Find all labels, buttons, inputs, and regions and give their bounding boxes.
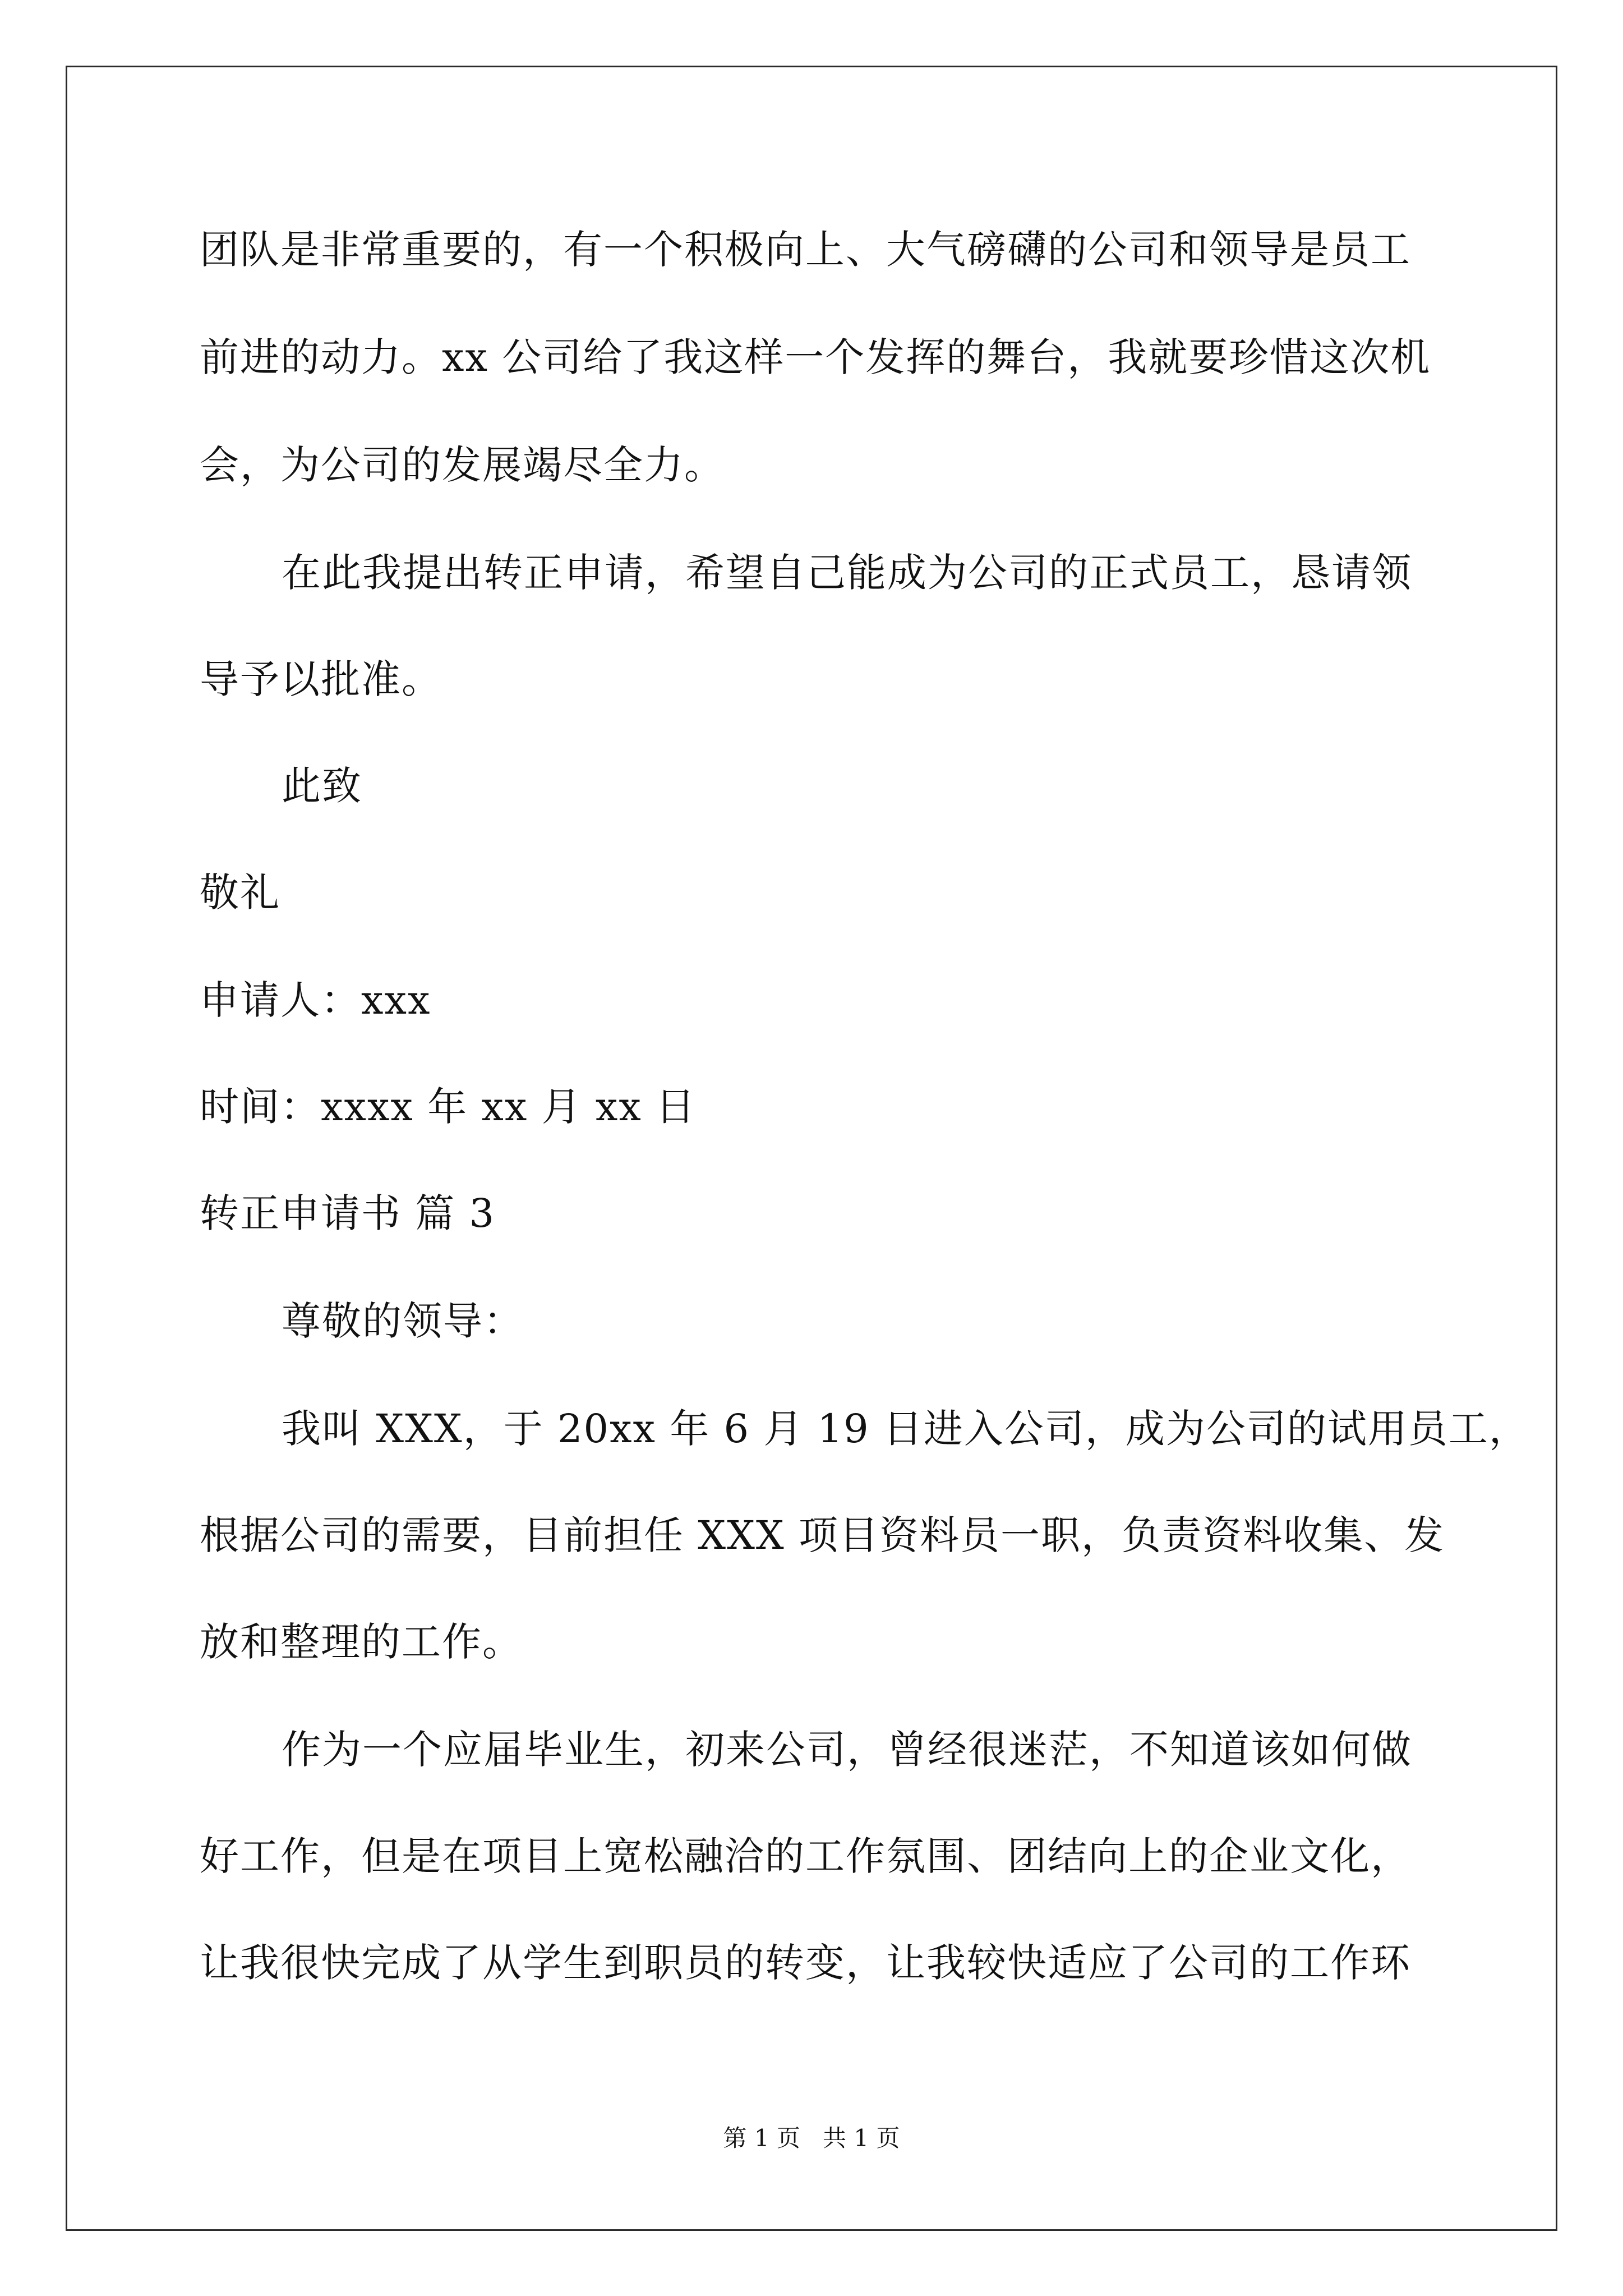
body-text-line: 在此我提出转正申请，希望自己能成为公司的正式员工，恳请领 — [282, 550, 1412, 596]
closing-salutation: 此致 — [282, 763, 362, 809]
page-footer: 第 1 页 共 1 页 — [723, 2124, 900, 2152]
body-text-line: 根据公司的需要，目前担任 XXX 项目资料员一职，负责资料收集、发 — [200, 1512, 1445, 1558]
body-text-line: 会，为公司的发展竭尽全力。 — [200, 442, 725, 488]
body-text-line: 我叫 XXX，于 20xx 年 6 月 19 日进入公司，成为公司的试用员工， — [282, 1406, 1529, 1452]
greeting: 尊敬的领导： — [282, 1298, 524, 1344]
page-border — [66, 66, 1557, 2231]
body-text-line: 导予以批准。 — [200, 656, 442, 702]
section-heading: 转正申请书 篇 3 — [200, 1190, 496, 1236]
closing-regards: 敬礼 — [200, 869, 280, 915]
body-text-line: 放和整理的工作。 — [200, 1619, 523, 1665]
body-text-line: 好工作，但是在项目上宽松融洽的工作氛围、团结向上的企业文化， — [200, 1833, 1411, 1879]
body-text-line: 让我很快完成了从学生到职员的转变，让我较快适应了公司的工作环 — [200, 1940, 1411, 1986]
date-line: 时间：xxxx 年 xx 月 xx 日 — [200, 1084, 697, 1130]
body-text-line: 团队是非常重要的，有一个积极向上、大气磅礴的公司和领导是员工 — [200, 227, 1411, 273]
applicant-line: 申请人：xxx — [200, 977, 431, 1023]
body-text-line: 前进的动力。xx 公司给了我这样一个发挥的舞台，我就要珍惜这次机 — [200, 334, 1431, 380]
body-text-line: 作为一个应届毕业生，初来公司，曾经很迷茫，不知道该如何做 — [282, 1727, 1412, 1773]
